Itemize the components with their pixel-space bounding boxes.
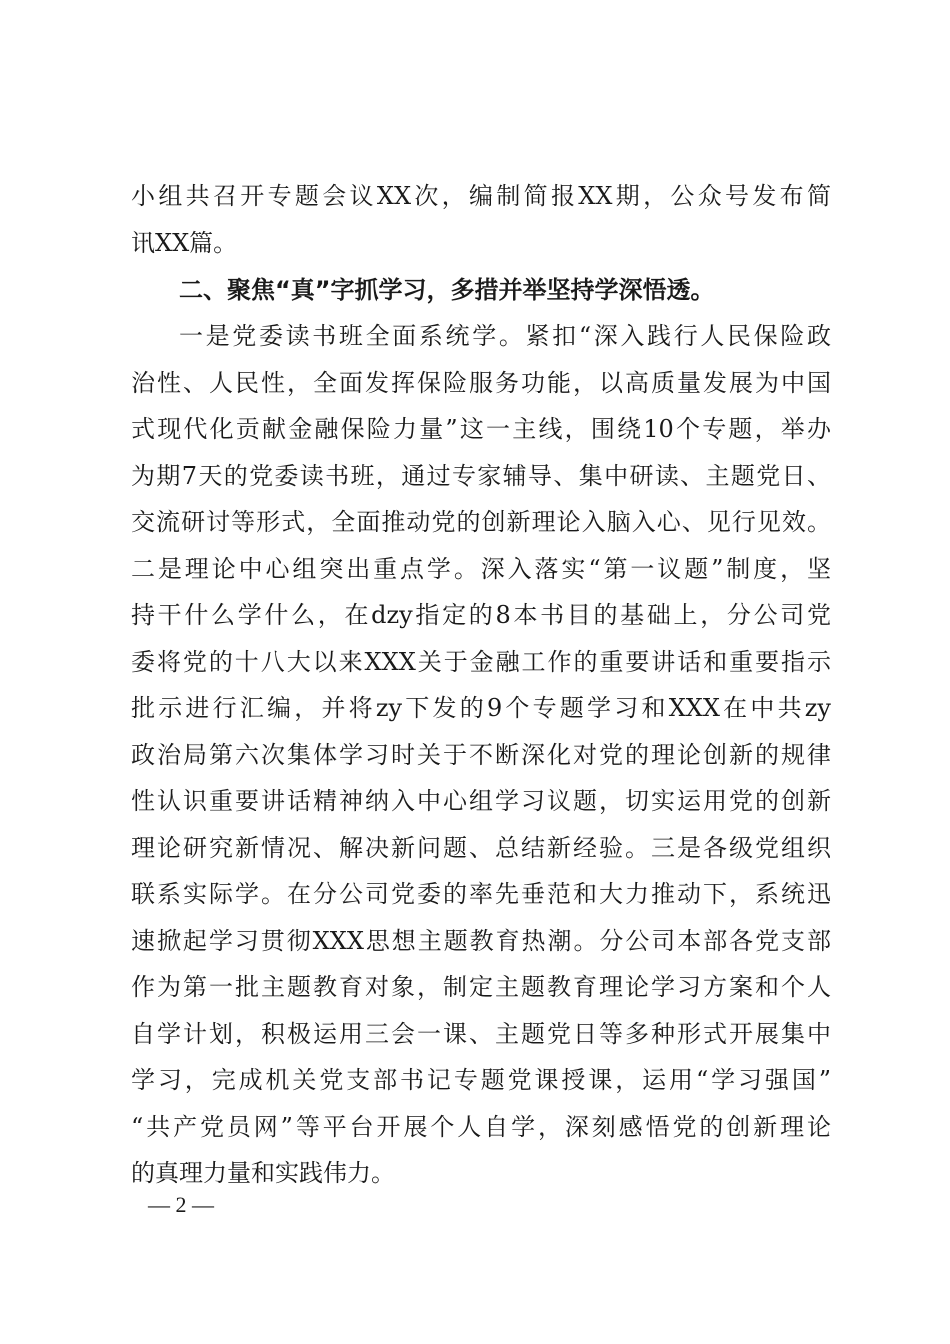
text-line: 持干什么学什么，在dzy指定的8本书目的基础上，分公司党 (131, 601, 831, 629)
text-line: 理论研究新情况、解决新问题、总结新经验。三是各级党组织 (131, 834, 831, 862)
text-line: 性认识重要讲话精神纳入中心组学习议题，切实运用党的创新 (131, 787, 831, 815)
text-line: 一是党委读书班全面系统学。紧扣“深入践行人民保险政 (179, 322, 831, 350)
text-line: 小组共召开专题会议XX次，编制简报XX期，公众号发布简 (131, 182, 831, 210)
text-line: 讯XX篇。 (131, 229, 238, 257)
text-line: 为期7天的党委读书班，通过专家辅导、集中研读、主题党日、 (131, 462, 831, 490)
text-line: 自学计划，积极运用三会一课、主题党日等多种形式开展集中 (131, 1020, 831, 1048)
text-line: 治性、人民性，全面发挥保险服务功能，以高质量发展为中国 (131, 369, 831, 397)
section-heading: 二、聚焦“真”字抓学习，多措并举坚持学深悟透。 (179, 276, 715, 304)
text-line: 学习，完成机关党支部书记专题党课授课，运用“学习强国” (131, 1066, 831, 1094)
text-line: 委将党的十八大以来XXX关于金融工作的重要讲话和重要指示 (131, 648, 831, 676)
text-line: 交流研讨等形式，全面推动党的创新理论入脑入心、见行见效。 (131, 508, 831, 536)
text-line: 式现代化贡献金融保险力量”这一主线，围绕10个专题，举办 (131, 415, 831, 443)
text-line: 联系实际学。在分公司党委的率先垂范和大力推动下，系统迅 (131, 880, 831, 908)
text-line: 二是理论中心组突出重点学。深入落实“第一议题”制度，坚 (131, 555, 831, 583)
text-line: 批示进行汇编，并将zy下发的9个专题学习和XXX在中共zy (131, 694, 831, 722)
text-line: 政治局第六次集体学习时关于不断深化对党的理论创新的规律 (131, 741, 831, 769)
text-line: 的真理力量和实践伟力。 (131, 1159, 395, 1187)
text-line: 作为第一批主题教育对象，制定主题教育理论学习方案和个人 (131, 973, 831, 1001)
text-line: “共产党员网”等平台开展个人自学，深刻感悟党的创新理论 (131, 1113, 831, 1141)
page-number: — 2 — (148, 1192, 214, 1217)
text-line: 速掀起学习贯彻XXX思想主题教育热潮。分公司本部各党支部 (131, 927, 831, 955)
